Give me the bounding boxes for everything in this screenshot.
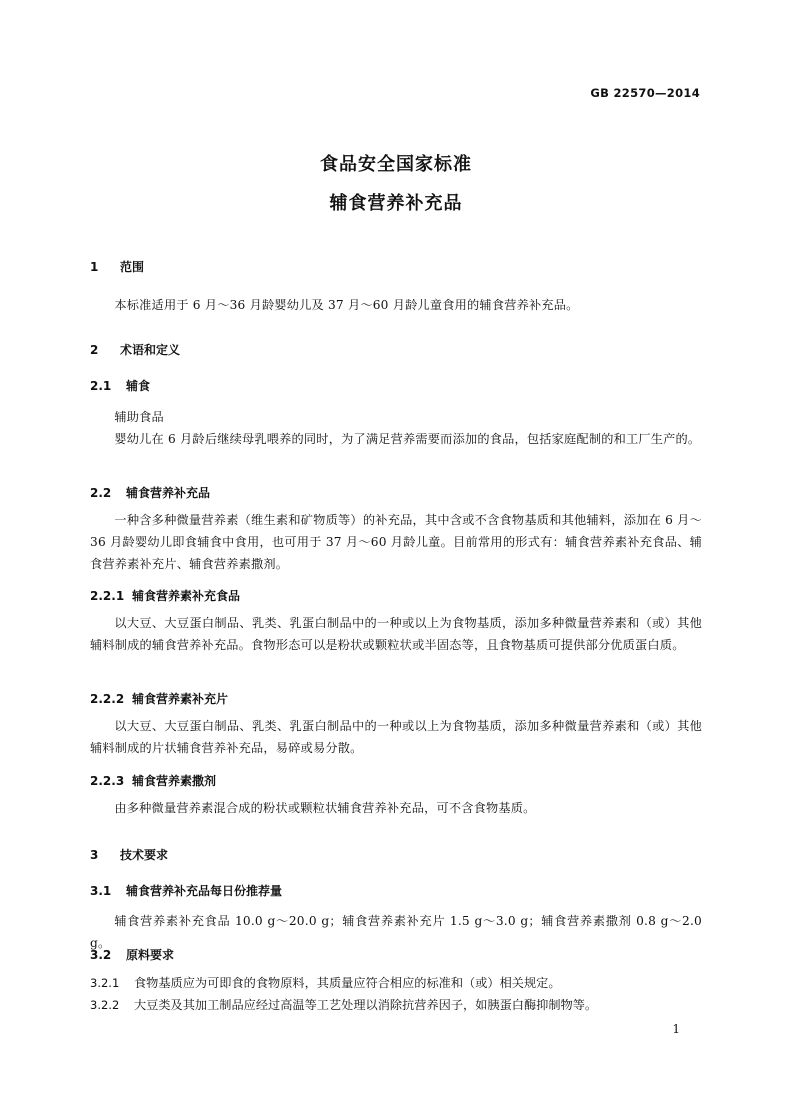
section-3-1-body xyxy=(90,910,702,954)
section-number: 3.1 xyxy=(90,884,112,898)
paragraph: 由多种微量营养素混合成的粉状或颗粒状辅食营养补充品，可不含食物基质。 xyxy=(114,801,536,815)
item-number: 3.2.1 xyxy=(90,976,120,990)
section-title: 辅食营养补充品 xyxy=(126,486,211,500)
item-number: 3.2.2 xyxy=(90,998,120,1012)
section-number: 2 xyxy=(90,343,99,357)
section-3-1-heading xyxy=(90,882,282,899)
section-2-1-heading xyxy=(90,377,150,394)
section-number: 2.2 xyxy=(90,486,112,500)
section-2-2-body xyxy=(90,509,702,575)
list-item xyxy=(90,994,702,1016)
section-number: 2.2.2 xyxy=(90,692,125,706)
section-2-heading xyxy=(90,341,180,358)
section-number: 2.2.3 xyxy=(90,774,125,788)
section-2-2-2-body xyxy=(90,715,702,759)
section-1-body xyxy=(90,294,702,316)
section-title: 辅食 xyxy=(126,379,151,393)
section-title: 范围 xyxy=(120,260,145,274)
section-2-2-heading xyxy=(90,484,210,501)
section-2-2-3-body xyxy=(90,797,702,819)
section-3-2-items xyxy=(90,972,702,1016)
paragraph: 本标准适用于 6 月～36 月龄婴幼儿及 37 月～60 月龄儿童食用的辅食营养补充品。 xyxy=(114,298,579,312)
section-2-2-1-heading xyxy=(90,587,240,604)
section-3-2-heading xyxy=(90,946,174,963)
section-title: 辅食营养补充品每日份推荐量 xyxy=(126,884,283,898)
section-title: 术语和定义 xyxy=(120,343,181,357)
paragraph: 一种含多种微量营养素（维生素和矿物质等）的补充品，其中含或不含食物基质和其他辅料，添加在 6 月～36 月龄婴幼儿即食辅食中食用，也可用于 37 月～60 月龄儿童。目前常用的形式有：辅食营养素补充食品、辅食营养素补充片、辅食营养素撒剂。 xyxy=(90,513,702,571)
section-number: 2.1 xyxy=(90,379,112,393)
section-2-2-2-heading xyxy=(90,690,228,707)
section-title: 原料要求 xyxy=(126,948,175,962)
list-item xyxy=(90,972,702,994)
paragraph: 婴幼儿在 6 月龄后继续母乳喂养的同时，为了满足营养需要而添加的食品，包括家庭配制的和工厂生产的。 xyxy=(114,432,701,446)
section-number: 1 xyxy=(90,260,99,274)
item-text: 大豆类及其加工制品应经过高温等工艺处理以消除抗营养因子，如胰蛋白酶抑制物等。 xyxy=(134,998,598,1012)
section-3-heading xyxy=(90,846,168,863)
section-2-1-body xyxy=(90,406,702,450)
section-2-2-3-heading xyxy=(90,772,216,789)
section-number: 3 xyxy=(90,848,99,862)
section-title: 辅食营养素撒剂 xyxy=(132,774,217,788)
section-title: 辅食营养素补充食品 xyxy=(132,589,241,603)
paragraph: 辅食营养素补充食品 10.0 g～20.0 g；辅食营养素补充片 1.5 g～3.0 g；辅食营养素撒剂 0.8 g～2.0 g。 xyxy=(90,914,702,950)
section-title: 辅食营养素补充片 xyxy=(132,692,229,706)
document-subtitle: 辅食营养补充品 xyxy=(329,193,463,214)
section-number: 3.2 xyxy=(90,948,112,962)
section-title: 技术要求 xyxy=(120,848,169,862)
paragraph: 辅助食品 xyxy=(114,410,164,424)
section-2-2-1-body xyxy=(90,612,702,656)
item-text: 食物基质应为可即食的食物原料，其质量应符合相应的标准和（或）相关规定。 xyxy=(134,976,561,990)
paragraph: 以大豆、大豆蛋白制品、乳类、乳蛋白制品中的一种或以上为食物基质，添加多种微量营养素和（或）其他辅料制成的片状辅食营养补充品，易碎或易分散。 xyxy=(90,719,702,755)
paragraph: 以大豆、大豆蛋白制品、乳类、乳蛋白制品中的一种或以上为食物基质，添加多种微量营养素和（或）其他辅料制成的辅食营养补充品。食物形态可以是粉状或颗粒状或半固态等，且食物基质可提供部分优质蛋白质。 xyxy=(90,616,702,652)
standard-number: GB 22570—2014 xyxy=(590,86,700,100)
section-1-heading xyxy=(90,258,144,275)
document-title: 食品安全国家标准 xyxy=(320,154,472,175)
section-number: 2.2.1 xyxy=(90,589,125,603)
page-number: 1 xyxy=(672,1022,680,1036)
